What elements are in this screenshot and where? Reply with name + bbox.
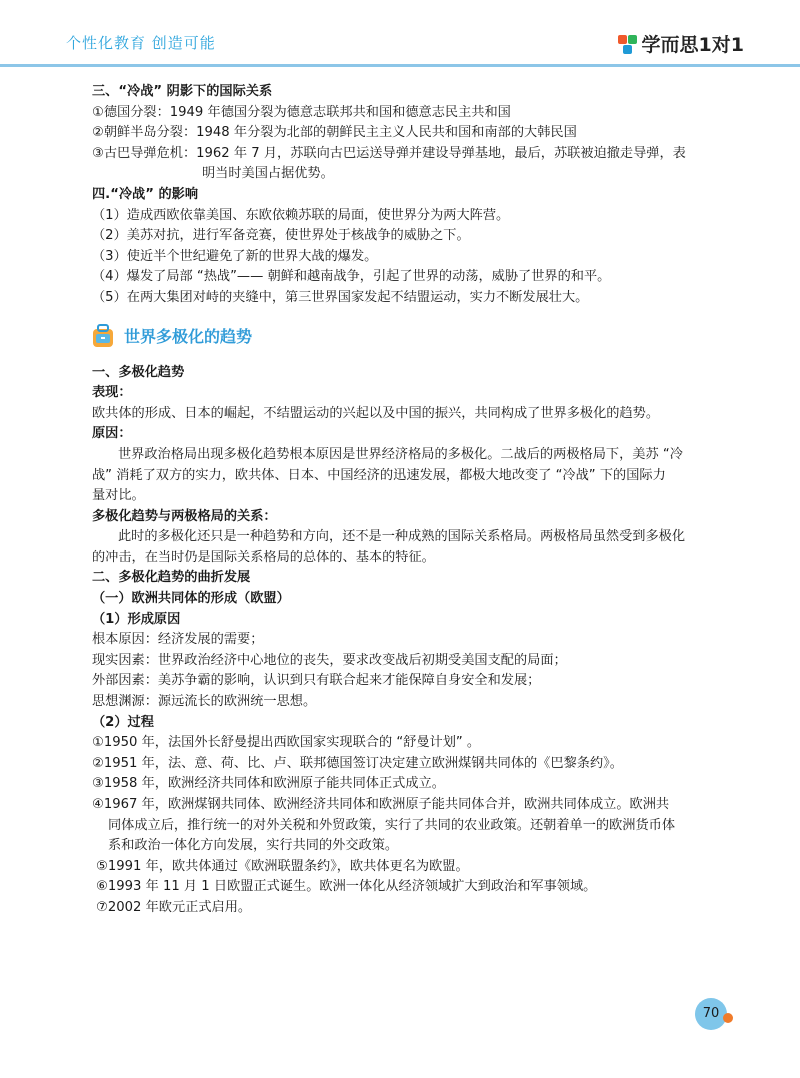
page-number-dot xyxy=(723,1013,733,1023)
list-item: （1）造成西欧依靠美国、东欧依赖苏联的局面，使世界分为两大阵营。 xyxy=(92,207,510,223)
heading-multipolar-development: 二、多极化趋势的曲折发展 xyxy=(92,570,251,586)
label-relation: 多极化趋势与两极格局的关系： xyxy=(92,508,277,524)
header-slogan: 个性化教育 创造可能 xyxy=(66,34,216,52)
list-item-continuation: 明当时美国占据优势。 xyxy=(202,166,334,182)
paragraph-manifestation: 欧共体的形成、日本的崛起，不结盟运动的兴起以及中国的振兴，共同构成了世界多极化的趋势。 xyxy=(92,405,660,421)
section-heading xyxy=(90,315,722,357)
page-header xyxy=(0,0,800,68)
label-manifestation: 表现： xyxy=(92,385,132,401)
heading-eu-formation: （一）欧洲共同体的形成（欧盟） xyxy=(92,591,290,607)
paragraph-line: 量对比。 xyxy=(92,488,145,504)
heading-causes: （1）形成原因 xyxy=(92,611,181,627)
list-item: ⑤1991 年，欧共体通过《欧洲联盟条约》，欧共体更名为欧盟。 xyxy=(96,858,469,874)
paragraph-line: 此时的多极化还只是一种趋势和方向，还不是一种成熟的国际关系格局。两极格局虽然受到多极化 xyxy=(118,529,686,545)
list-item: ①1950 年，法国外长舒曼提出西欧国家实现联合的 “舒曼计划” 。 xyxy=(92,735,481,751)
page-number: 70 xyxy=(695,998,727,1030)
list-item: （4）爆发了局部 “热战”—— 朝鲜和越南战争，引起了世界的动荡，威胁了世界的和平。 xyxy=(92,269,611,285)
list-item-continuation: 系和政治一体化方向发展，实行共同的外交政策。 xyxy=(108,838,399,854)
heading-cold-war-effects: 四.“冷战” 的影响 xyxy=(92,186,199,202)
list-item: 根本原因：经济发展的需要； xyxy=(92,632,264,648)
list-item: 思想渊源：源远流长的欧洲统一思想。 xyxy=(92,694,317,710)
paragraph-line: 战” 消耗了双方的实力，欧共体、日本、中国经济的迅速发展，都极大地改变了 “冷战” 下的国际力 xyxy=(92,467,666,483)
list-item: 外部因素：美苏争霸的影响，认识到只有联合起来才能保障自身安全和发展； xyxy=(92,673,541,689)
list-item: 现实因素：世界政治经济中心地位的丧失，要求改变战后初期受美国支配的局面； xyxy=(92,652,567,668)
list-item: ⑦2002 年欧元正式启用。 xyxy=(96,899,252,915)
heading-cold-war-relations: 三、“冷战” 阴影下的国际关系 xyxy=(92,84,273,99)
heading-multipolar-trend: 一、多极化趋势 xyxy=(92,364,185,380)
list-item: ③1958 年，欧洲经济共同体和欧洲原子能共同体正式成立。 xyxy=(92,776,445,792)
list-item: ②朝鲜半岛分裂：1948 年分裂为北部的朝鲜民主主义人民共和国和南部的大韩民国 xyxy=(92,125,577,141)
header-divider xyxy=(0,64,800,67)
list-item-continuation: 同体成立后，推行统一的对外关税和外贸政策，实行了共同的农业政策。还朝着单一的欧洲货币体 xyxy=(108,817,676,833)
list-item: （2）美苏对抗，进行军备竞赛，使世界处于核战争的威胁之下。 xyxy=(92,228,470,244)
list-item: ②1951 年，法、意、荷、比、卢、联邦德国签订决定建立欧洲煤钢共同体的《巴黎条约》。 xyxy=(92,755,623,771)
list-item: ⑥1993 年 11 月 1 日欧盟正式诞生。欧洲一体化从经济领域扩大到政治和军事领域。 xyxy=(96,879,597,895)
paragraph-line: 的冲击，在当时仍是国际关系格局的总体的、基本的特征。 xyxy=(92,549,435,565)
brand-mark-icon xyxy=(618,33,638,55)
label-reason: 原因： xyxy=(92,426,132,442)
heading-process: （2）过程 xyxy=(92,714,154,730)
brand-logo xyxy=(618,30,744,57)
list-item: （5）在两大集团对峙的夹缝中，第三世界国家发起不结盟运动，实力不断发展壮大。 xyxy=(92,289,589,305)
list-item: ③古巴导弹危机：1962 年 7 月，苏联向古巴运送导弹并建设导弹基地，最后，苏联被迫撤走导弹，表 xyxy=(92,145,686,161)
section-title: 世界多极化的趋势 xyxy=(124,327,253,347)
brand-name: 学而思1对1 xyxy=(641,34,744,56)
list-item: ①德国分裂：1949 年德国分裂为德意志联邦共和国和德意志民主共和国 xyxy=(92,104,511,120)
list-item: （3）使近半个世纪避免了新的世界大战的爆发。 xyxy=(92,248,378,264)
list-item: ④1967 年，欧洲煤钢共同体、欧洲经济共同体和欧洲原子能共同体合并，欧洲共同体成立。欧洲共 xyxy=(92,797,670,812)
backpack-icon xyxy=(90,323,116,349)
document-body xyxy=(92,82,722,919)
paragraph-line: 世界政治格局出现多极化趋势根本原因是世界经济格局的多极化。二战后的两极格局下，美苏 “冷 xyxy=(118,446,683,462)
